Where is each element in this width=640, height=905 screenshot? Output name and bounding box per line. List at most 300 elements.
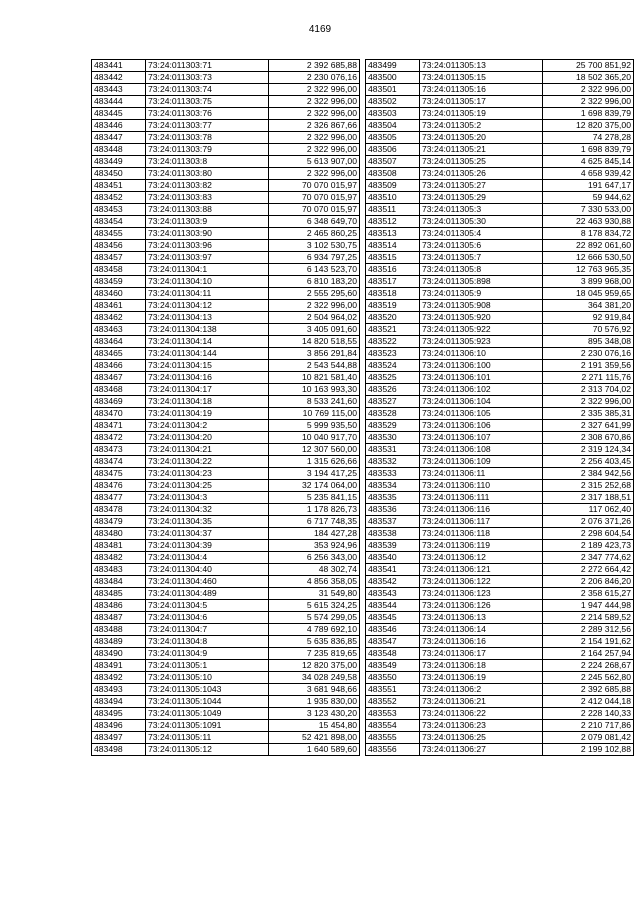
cadastral-number-cell: 73:24:011304:18	[146, 396, 269, 408]
cadastral-number-cell: 73:24:011306:107	[420, 432, 543, 444]
cadastral-number-cell: 73:24:011306:109	[420, 456, 543, 468]
table-row	[366, 360, 634, 372]
table-row	[366, 288, 634, 300]
value-cell: 191 647,17	[543, 180, 634, 192]
table-row	[92, 72, 360, 84]
row-number-cell: 483523	[366, 348, 420, 360]
table-row	[92, 168, 360, 180]
row-number-cell: 483467	[92, 372, 146, 384]
row-number-cell: 483525	[366, 372, 420, 384]
row-number-cell: 483509	[366, 180, 420, 192]
cadastral-number-cell: 73:24:011305:29	[420, 192, 543, 204]
row-number-cell: 483470	[92, 408, 146, 420]
row-number-cell: 483531	[366, 444, 420, 456]
row-number-cell: 483502	[366, 96, 420, 108]
value-cell: 2 504 964,02	[269, 312, 360, 324]
table-row	[366, 336, 634, 348]
table-row	[92, 408, 360, 420]
cadastral-number-cell: 73:24:011305:920	[420, 312, 543, 324]
table-row	[366, 516, 634, 528]
row-number-cell: 483444	[92, 96, 146, 108]
cadastral-number-cell: 73:24:011303:83	[146, 192, 269, 204]
value-cell: 1 698 839,79	[543, 108, 634, 120]
cadastral-number-cell: 73:24:011306:118	[420, 528, 543, 540]
value-cell: 31 549,80	[269, 588, 360, 600]
value-cell: 2 164 257,94	[543, 648, 634, 660]
row-number-cell: 483550	[366, 672, 420, 684]
value-cell: 25 700 851,92	[543, 60, 634, 72]
value-cell: 3 194 417,25	[269, 468, 360, 480]
row-number-cell: 483452	[92, 192, 146, 204]
row-number-cell: 483457	[92, 252, 146, 264]
table-row	[366, 636, 634, 648]
table-row	[92, 432, 360, 444]
cadastral-number-cell: 73:24:011303:90	[146, 228, 269, 240]
cadastral-number-cell: 73:24:011304:12	[146, 300, 269, 312]
row-number-cell: 483543	[366, 588, 420, 600]
row-number-cell: 483538	[366, 528, 420, 540]
row-number-cell: 483534	[366, 480, 420, 492]
value-cell: 2 392 685,88	[269, 60, 360, 72]
row-number-cell: 483554	[366, 720, 420, 732]
cadastral-number-cell: 73:24:011303:9	[146, 216, 269, 228]
row-number-cell: 483526	[366, 384, 420, 396]
table-row	[366, 492, 634, 504]
cadastral-number-cell: 73:24:011304:5	[146, 600, 269, 612]
value-cell: 32 174 064,00	[269, 480, 360, 492]
table-row	[366, 156, 634, 168]
cadastral-number-cell: 73:24:011305:17	[420, 96, 543, 108]
value-cell: 2 308 670,86	[543, 432, 634, 444]
row-number-cell: 483528	[366, 408, 420, 420]
cadastral-number-cell: 73:24:011306:17	[420, 648, 543, 660]
value-cell: 34 028 249,58	[269, 672, 360, 684]
cadastral-number-cell: 73:24:011305:16	[420, 84, 543, 96]
row-number-cell: 483492	[92, 672, 146, 684]
row-number-cell: 483494	[92, 696, 146, 708]
table-row	[92, 744, 360, 756]
cadastral-number-cell: 73:24:011303:71	[146, 60, 269, 72]
row-number-cell: 483518	[366, 288, 420, 300]
table-row	[366, 192, 634, 204]
value-cell: 2 322 996,00	[543, 396, 634, 408]
value-cell: 2 199 102,88	[543, 744, 634, 756]
row-number-cell: 483516	[366, 264, 420, 276]
table-row	[366, 720, 634, 732]
row-number-cell: 483449	[92, 156, 146, 168]
row-number-cell: 483465	[92, 348, 146, 360]
table-row	[92, 264, 360, 276]
value-cell: 6 256 343,00	[269, 552, 360, 564]
value-cell: 3 405 091,60	[269, 324, 360, 336]
cadastral-number-cell: 73:24:011304:7	[146, 624, 269, 636]
row-number-cell: 483489	[92, 636, 146, 648]
row-number-cell: 483514	[366, 240, 420, 252]
row-number-cell: 483527	[366, 396, 420, 408]
cadastral-number-cell: 73:24:011305:6	[420, 240, 543, 252]
table-row	[366, 612, 634, 624]
table-row	[92, 564, 360, 576]
value-cell: 3 123 430,20	[269, 708, 360, 720]
table-row	[92, 240, 360, 252]
table-row	[92, 324, 360, 336]
row-number-cell: 483530	[366, 432, 420, 444]
value-cell: 2 384 942,56	[543, 468, 634, 480]
value-cell: 2 191 359,56	[543, 360, 634, 372]
value-cell: 5 999 935,50	[269, 420, 360, 432]
value-cell: 2 228 140,33	[543, 708, 634, 720]
table-row	[366, 528, 634, 540]
row-number-cell: 483459	[92, 276, 146, 288]
table-row	[366, 672, 634, 684]
value-cell: 2 327 641,99	[543, 420, 634, 432]
table-row	[366, 84, 634, 96]
value-cell: 2 230 076,16	[269, 72, 360, 84]
cadastral-number-cell: 73:24:011304:8	[146, 636, 269, 648]
value-cell: 70 070 015,97	[269, 180, 360, 192]
row-number-cell: 483474	[92, 456, 146, 468]
value-cell: 5 635 836,85	[269, 636, 360, 648]
cadastral-number-cell: 73:24:011306:2	[420, 684, 543, 696]
value-cell: 2 322 996,00	[269, 144, 360, 156]
row-number-cell: 483451	[92, 180, 146, 192]
table-row	[92, 336, 360, 348]
value-cell: 4 658 939,42	[543, 168, 634, 180]
table-row	[92, 300, 360, 312]
row-number-cell: 483497	[92, 732, 146, 744]
table-row	[92, 120, 360, 132]
row-number-cell: 483537	[366, 516, 420, 528]
cadastral-number-cell: 73:24:011304:4	[146, 552, 269, 564]
cadastral-number-cell: 73:24:011303:82	[146, 180, 269, 192]
row-number-cell: 483533	[366, 468, 420, 480]
value-cell: 12 820 375,00	[543, 120, 634, 132]
value-cell: 10 769 115,00	[269, 408, 360, 420]
table-row	[92, 696, 360, 708]
table-row	[92, 60, 360, 72]
table-row	[366, 180, 634, 192]
row-number-cell: 483447	[92, 132, 146, 144]
table-row	[366, 108, 634, 120]
cadastral-number-cell: 73:24:011305:21	[420, 144, 543, 156]
row-number-cell: 483481	[92, 540, 146, 552]
table-row	[92, 468, 360, 480]
value-cell: 2 322 996,00	[269, 108, 360, 120]
cadastral-number-cell: 73:24:011304:21	[146, 444, 269, 456]
value-cell: 1 178 826,73	[269, 504, 360, 516]
row-number-cell: 483473	[92, 444, 146, 456]
value-cell: 2 322 996,00	[269, 96, 360, 108]
table-row	[366, 372, 634, 384]
cadastral-number-cell: 73:24:011306:105	[420, 408, 543, 420]
row-number-cell: 483520	[366, 312, 420, 324]
value-cell: 2 317 188,51	[543, 492, 634, 504]
table-row	[366, 564, 634, 576]
cadastral-number-cell: 73:24:011306:101	[420, 372, 543, 384]
table-row	[92, 540, 360, 552]
value-cell: 2 322 996,00	[269, 168, 360, 180]
table-row	[366, 432, 634, 444]
table-row	[92, 420, 360, 432]
row-number-cell: 483501	[366, 84, 420, 96]
table-row	[92, 528, 360, 540]
value-cell: 2 465 860,25	[269, 228, 360, 240]
cadastral-number-cell: 73:24:011305:923	[420, 336, 543, 348]
registry-table-right	[365, 59, 634, 756]
value-cell: 1 640 589,60	[269, 744, 360, 756]
value-cell: 2 322 996,00	[543, 84, 634, 96]
row-number-cell: 483441	[92, 60, 146, 72]
cadastral-number-cell: 73:24:011304:1	[146, 264, 269, 276]
value-cell: 4 625 845,14	[543, 156, 634, 168]
value-cell: 10 040 917,70	[269, 432, 360, 444]
cadastral-number-cell: 73:24:011303:79	[146, 144, 269, 156]
cadastral-number-cell: 73:24:011304:13	[146, 312, 269, 324]
table-row	[92, 372, 360, 384]
cadastral-number-cell: 73:24:011304:32	[146, 504, 269, 516]
value-cell: 364 381,20	[543, 300, 634, 312]
cadastral-number-cell: 73:24:011304:35	[146, 516, 269, 528]
value-cell: 117 062,40	[543, 504, 634, 516]
value-cell: 5 574 299,05	[269, 612, 360, 624]
table-row	[92, 156, 360, 168]
cadastral-number-cell: 73:24:011304:144	[146, 348, 269, 360]
cadastral-number-cell: 73:24:011305:898	[420, 276, 543, 288]
cadastral-number-cell: 73:24:011304:138	[146, 324, 269, 336]
table-row	[366, 600, 634, 612]
table-row	[366, 408, 634, 420]
value-cell: 2 347 774,62	[543, 552, 634, 564]
cadastral-number-cell: 73:24:011304:11	[146, 288, 269, 300]
value-cell: 2 189 423,73	[543, 540, 634, 552]
table-row	[366, 312, 634, 324]
table-row	[366, 660, 634, 672]
table-row	[92, 288, 360, 300]
table-row	[366, 240, 634, 252]
cadastral-number-cell: 73:24:011303:96	[146, 240, 269, 252]
table-row	[366, 480, 634, 492]
row-number-cell: 483479	[92, 516, 146, 528]
cadastral-number-cell: 73:24:011306:119	[420, 540, 543, 552]
value-cell: 2 358 615,27	[543, 588, 634, 600]
row-number-cell: 483553	[366, 708, 420, 720]
row-number-cell: 483478	[92, 504, 146, 516]
table-row	[92, 636, 360, 648]
row-number-cell: 483488	[92, 624, 146, 636]
cadastral-number-cell: 73:24:011304:15	[146, 360, 269, 372]
cadastral-number-cell: 73:24:011304:16	[146, 372, 269, 384]
cadastral-number-cell: 73:24:011303:75	[146, 96, 269, 108]
table-row	[92, 732, 360, 744]
cadastral-number-cell: 73:24:011304:19	[146, 408, 269, 420]
value-cell: 12 820 375,00	[269, 660, 360, 672]
table-row	[92, 516, 360, 528]
cadastral-number-cell: 73:24:011305:19	[420, 108, 543, 120]
table-row	[366, 216, 634, 228]
cadastral-number-cell: 73:24:011305:15	[420, 72, 543, 84]
row-number-cell: 483505	[366, 132, 420, 144]
cadastral-number-cell: 73:24:011306:122	[420, 576, 543, 588]
cadastral-number-cell: 73:24:011305:11	[146, 732, 269, 744]
cadastral-number-cell: 73:24:011306:126	[420, 600, 543, 612]
table-row	[366, 468, 634, 480]
cadastral-number-cell: 73:24:011306:19	[420, 672, 543, 684]
cadastral-number-cell: 73:24:011304:17	[146, 384, 269, 396]
value-cell: 2 313 704,02	[543, 384, 634, 396]
row-number-cell: 483508	[366, 168, 420, 180]
value-cell: 3 856 291,84	[269, 348, 360, 360]
cadastral-number-cell: 73:24:011303:76	[146, 108, 269, 120]
table-row	[92, 600, 360, 612]
value-cell: 14 820 518,55	[269, 336, 360, 348]
page-number: 4169	[308, 24, 332, 35]
table-row	[92, 180, 360, 192]
row-number-cell: 483552	[366, 696, 420, 708]
row-number-cell: 483463	[92, 324, 146, 336]
row-number-cell: 483500	[366, 72, 420, 84]
table-row	[366, 588, 634, 600]
value-cell: 2 079 081,42	[543, 732, 634, 744]
table-row	[92, 444, 360, 456]
table-row	[366, 228, 634, 240]
cadastral-number-cell: 73:24:011306:14	[420, 624, 543, 636]
row-number-cell: 483532	[366, 456, 420, 468]
row-number-cell: 483519	[366, 300, 420, 312]
table-row	[92, 132, 360, 144]
value-cell: 2 392 685,88	[543, 684, 634, 696]
value-cell: 2 322 996,00	[269, 132, 360, 144]
cadastral-number-cell: 73:24:011303:78	[146, 132, 269, 144]
row-number-cell: 483476	[92, 480, 146, 492]
row-number-cell: 483513	[366, 228, 420, 240]
cadastral-number-cell: 73:24:011306:102	[420, 384, 543, 396]
row-number-cell: 483485	[92, 588, 146, 600]
table-row	[366, 744, 634, 756]
table-row	[92, 84, 360, 96]
row-number-cell: 483462	[92, 312, 146, 324]
row-number-cell: 483510	[366, 192, 420, 204]
cadastral-number-cell: 73:24:011303:74	[146, 84, 269, 96]
value-cell: 4 789 692,10	[269, 624, 360, 636]
value-cell: 10 821 581,40	[269, 372, 360, 384]
cadastral-number-cell: 73:24:011305:908	[420, 300, 543, 312]
value-cell: 1 947 444,98	[543, 600, 634, 612]
table-row	[92, 684, 360, 696]
cadastral-number-cell: 73:24:011305:1049	[146, 708, 269, 720]
row-number-cell: 483495	[92, 708, 146, 720]
cadastral-number-cell: 73:24:011304:39	[146, 540, 269, 552]
value-cell: 2 214 589,52	[543, 612, 634, 624]
cadastral-number-cell: 73:24:011306:106	[420, 420, 543, 432]
cadastral-number-cell: 73:24:011305:1	[146, 660, 269, 672]
cadastral-number-cell: 73:24:011304:6	[146, 612, 269, 624]
value-cell: 5 613 907,00	[269, 156, 360, 168]
cadastral-number-cell: 73:24:011305:7	[420, 252, 543, 264]
row-number-cell: 483512	[366, 216, 420, 228]
cadastral-number-cell: 73:24:011304:489	[146, 588, 269, 600]
row-number-cell: 483456	[92, 240, 146, 252]
table-row	[92, 276, 360, 288]
value-cell: 48 302,74	[269, 564, 360, 576]
row-number-cell: 483472	[92, 432, 146, 444]
value-cell: 1 698 839,79	[543, 144, 634, 156]
row-number-cell: 483490	[92, 648, 146, 660]
cadastral-number-cell: 73:24:011304:22	[146, 456, 269, 468]
table-row	[366, 300, 634, 312]
row-number-cell: 483483	[92, 564, 146, 576]
cadastral-number-cell: 73:24:011306:116	[420, 504, 543, 516]
table-row	[92, 144, 360, 156]
table-row	[366, 456, 634, 468]
table-row	[92, 504, 360, 516]
row-number-cell: 483524	[366, 360, 420, 372]
table-row	[92, 576, 360, 588]
cadastral-number-cell: 73:24:011306:111	[420, 492, 543, 504]
value-cell: 70 576,92	[543, 324, 634, 336]
value-cell: 2 076 371,26	[543, 516, 634, 528]
row-number-cell: 483549	[366, 660, 420, 672]
table-row	[92, 660, 360, 672]
table-row	[92, 216, 360, 228]
value-cell: 8 533 241,60	[269, 396, 360, 408]
cadastral-number-cell: 73:24:011303:73	[146, 72, 269, 84]
cadastral-number-cell: 73:24:011306:25	[420, 732, 543, 744]
row-number-cell: 483445	[92, 108, 146, 120]
value-cell: 184 427,28	[269, 528, 360, 540]
value-cell: 2 206 846,20	[543, 576, 634, 588]
value-cell: 2 322 996,00	[269, 84, 360, 96]
table-row	[366, 60, 634, 72]
row-number-cell: 483544	[366, 600, 420, 612]
cadastral-number-cell: 73:24:011304:20	[146, 432, 269, 444]
value-cell: 18 045 959,65	[543, 288, 634, 300]
value-cell: 3 681 948,66	[269, 684, 360, 696]
table-row	[366, 696, 634, 708]
row-number-cell: 483453	[92, 204, 146, 216]
table-row	[92, 396, 360, 408]
value-cell: 3 102 530,75	[269, 240, 360, 252]
row-number-cell: 483455	[92, 228, 146, 240]
cadastral-number-cell: 73:24:011305:26	[420, 168, 543, 180]
row-number-cell: 483535	[366, 492, 420, 504]
table-row	[366, 324, 634, 336]
value-cell: 2 322 996,00	[543, 96, 634, 108]
value-cell: 3 899 968,00	[543, 276, 634, 288]
table-row	[92, 192, 360, 204]
table-row	[92, 720, 360, 732]
cadastral-number-cell: 73:24:011306:21	[420, 696, 543, 708]
cadastral-number-cell: 73:24:011304:37	[146, 528, 269, 540]
table-row	[366, 540, 634, 552]
row-number-cell: 483515	[366, 252, 420, 264]
table-row	[92, 480, 360, 492]
table-row	[92, 672, 360, 684]
row-number-cell: 483471	[92, 420, 146, 432]
row-number-cell: 483480	[92, 528, 146, 540]
value-cell: 70 070 015,97	[269, 192, 360, 204]
table-row	[92, 624, 360, 636]
row-number-cell: 483539	[366, 540, 420, 552]
cadastral-number-cell: 73:24:011304:10	[146, 276, 269, 288]
table-row	[366, 72, 634, 84]
cadastral-number-cell: 73:24:011304:25	[146, 480, 269, 492]
registry-table-left	[91, 59, 360, 756]
cadastral-number-cell: 73:24:011305:10	[146, 672, 269, 684]
value-cell: 7 235 819,65	[269, 648, 360, 660]
cadastral-number-cell: 73:24:011306:11	[420, 468, 543, 480]
value-cell: 52 421 898,00	[269, 732, 360, 744]
row-number-cell: 483496	[92, 720, 146, 732]
